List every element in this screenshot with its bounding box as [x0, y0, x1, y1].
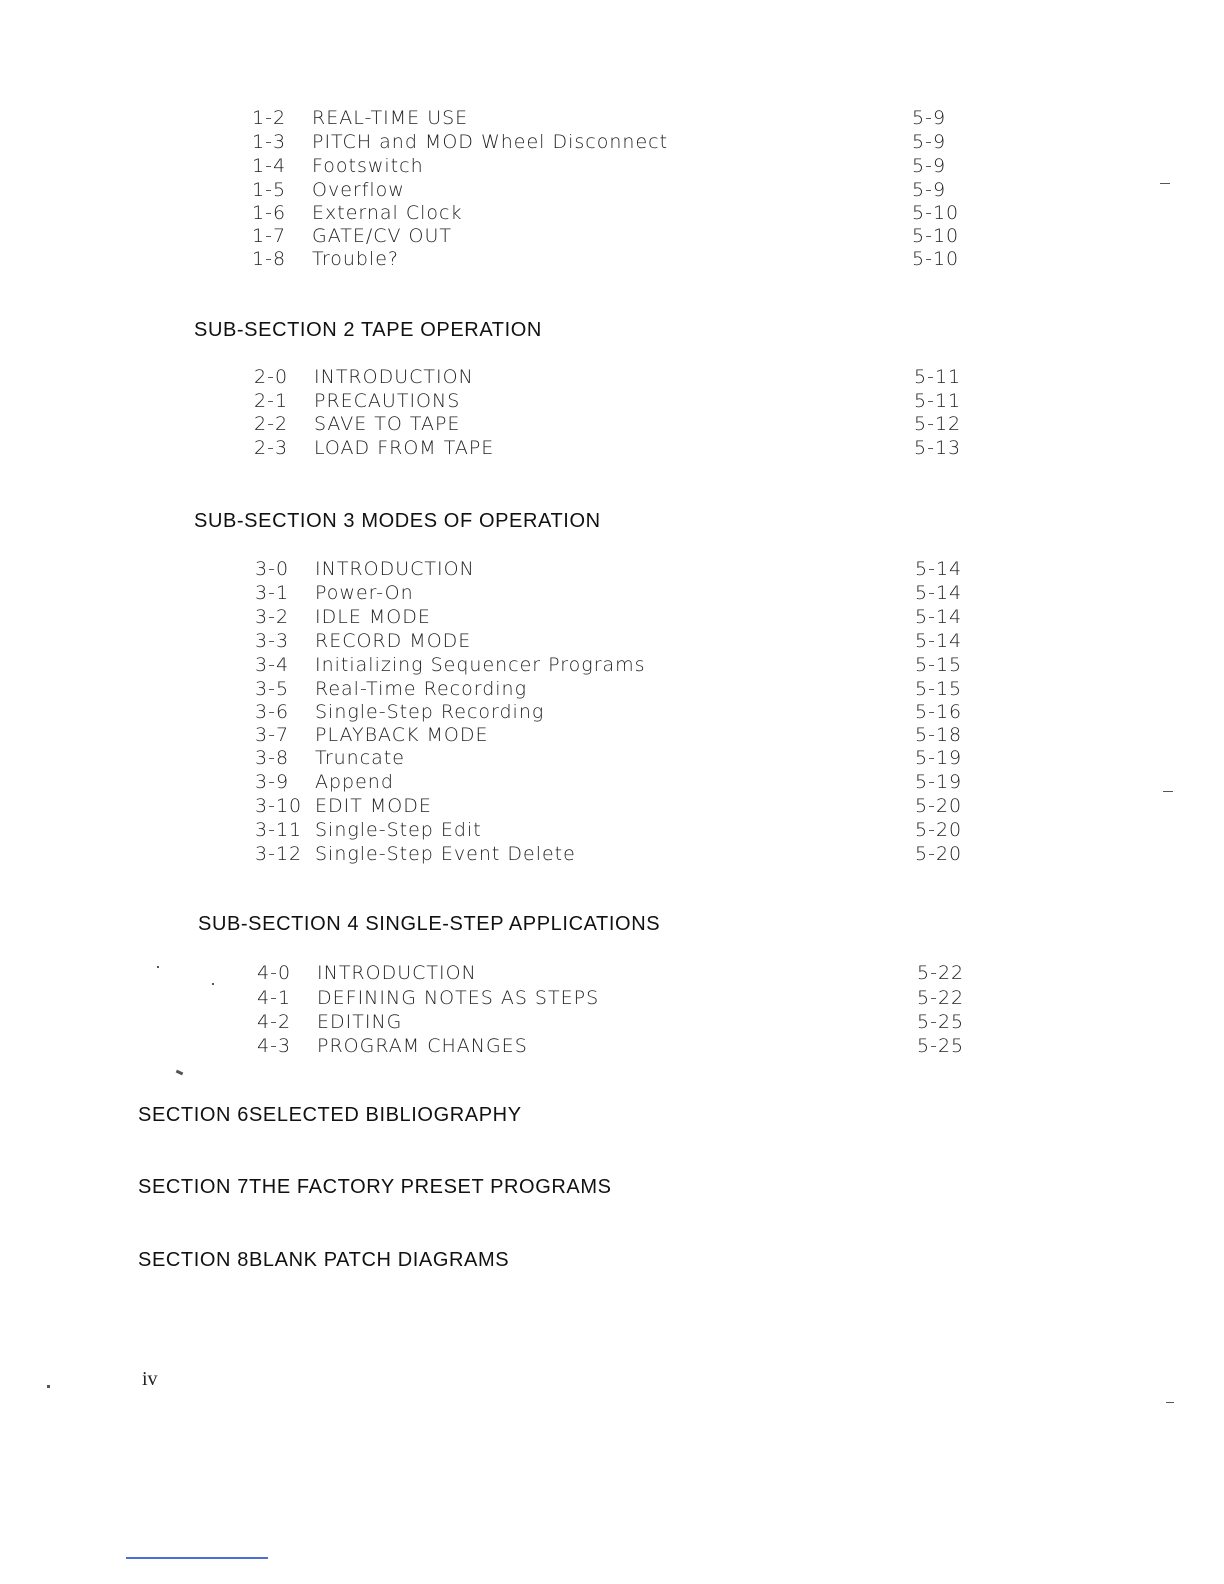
entry-title: Initializing Sequencer Programs [315, 654, 646, 676]
scan-mark [157, 966, 159, 968]
scan-mark [1163, 791, 1173, 792]
entry-number: 3-9 [255, 771, 290, 793]
entry-number: 3-4 [255, 654, 290, 676]
toc-entry [252, 224, 962, 248]
entry-number: 2-1 [254, 390, 289, 412]
entry-number: 1-8 [252, 248, 287, 270]
entry-number: 3-3 [255, 630, 290, 652]
entry-number: 3-8 [255, 747, 290, 769]
toc-entry [255, 794, 965, 818]
entry-number: 3-10 [255, 795, 303, 817]
entry-title: INTRODUCTION [315, 558, 475, 580]
entry-page: 5-25 [917, 1011, 965, 1033]
entry-title: Single-Step Event Delete [315, 843, 576, 865]
entry-title: Trouble? [312, 248, 399, 270]
entry-number: 3-2 [255, 606, 290, 628]
toc-entry [254, 412, 964, 436]
entry-title: PITCH and MOD Wheel Disconnect [312, 131, 669, 153]
toc-entry [255, 700, 965, 724]
entry-title: DEFINING NOTES AS STEPS [317, 987, 600, 1009]
entry-number: 1-6 [252, 202, 287, 224]
entry-page: 5-16 [915, 701, 963, 723]
entry-title: PLAYBACK MODE [315, 724, 489, 746]
entry-title: Truncate [315, 747, 405, 769]
entry-page: 5-15 [915, 678, 963, 700]
entry-page: 5-11 [914, 366, 962, 388]
entry-number: 4-3 [257, 1035, 292, 1057]
entry-title: IDLE MODE [315, 606, 431, 628]
entry-title: Single-Step Recording [315, 701, 545, 723]
entry-page: 5-15 [915, 654, 963, 676]
scan-mark [47, 1385, 50, 1388]
scan-mark [176, 1070, 184, 1076]
entry-number: 1-2 [252, 107, 287, 129]
toc-entry [255, 746, 965, 770]
entry-number: 1-4 [252, 155, 287, 177]
entry-number: 4-1 [257, 987, 292, 1009]
entry-title: Footswitch [312, 155, 424, 177]
entry-page: 5-18 [915, 724, 963, 746]
entry-page: 5-11 [914, 390, 962, 412]
entry-number: 3-5 [255, 678, 290, 700]
entry-page: 5-10 [912, 248, 960, 270]
entry-title: Append [315, 771, 394, 793]
entry-number: 3-1 [255, 582, 290, 604]
footer-rule [126, 1557, 268, 1559]
section-7-heading: SECTION 7THE FACTORY PRESET PROGRAMS [138, 1176, 612, 1198]
entry-number: 3-7 [255, 724, 290, 746]
subsection-3-heading: SUB-SECTION 3 MODES OF OPERATION [194, 510, 601, 532]
entry-page: 5-22 [917, 962, 965, 984]
entry-title: EDIT MODE [315, 795, 432, 817]
entry-number: 3-0 [255, 558, 290, 580]
entry-page: 5-9 [912, 155, 947, 177]
entry-title: EDITING [317, 1011, 403, 1033]
entry-page: 5-9 [912, 179, 947, 201]
entry-page: 5-20 [915, 843, 963, 865]
entry-title: Single-Step Edit [315, 819, 482, 841]
entry-page: 5-14 [915, 582, 963, 604]
entry-page: 5-22 [917, 987, 965, 1009]
entry-page: 5-20 [915, 819, 963, 841]
toc-entry [255, 653, 965, 677]
page-folio: iv [142, 1368, 158, 1390]
entry-title: PROGRAM CHANGES [317, 1035, 528, 1057]
entry-title: INTRODUCTION [317, 962, 477, 984]
scan-mark [212, 983, 214, 985]
entry-page: 5-12 [914, 413, 962, 435]
entry-title: Power-On [315, 582, 414, 604]
entry-number: 3-12 [255, 843, 303, 865]
entry-number: 3-11 [255, 819, 303, 841]
toc-entry [254, 436, 964, 460]
entry-page: 5-9 [912, 131, 947, 153]
scan-mark [1166, 1402, 1174, 1403]
entry-number: 2-2 [254, 413, 289, 435]
toc-entry [252, 178, 962, 202]
section-8-heading: SECTION 8BLANK PATCH DIAGRAMS [138, 1249, 510, 1271]
entry-page: 5-19 [915, 771, 963, 793]
toc-entry [255, 818, 965, 842]
toc-entry [257, 1010, 967, 1034]
entry-title: RECORD MODE [315, 630, 472, 652]
toc-entry [255, 677, 965, 701]
toc-entry [252, 201, 962, 225]
toc-entry [255, 557, 965, 581]
entry-page: 5-14 [915, 606, 963, 628]
toc-entry [254, 389, 964, 413]
entry-page: 5-25 [917, 1035, 965, 1057]
scan-mark [1160, 183, 1170, 184]
toc-entry [257, 961, 967, 985]
entry-page: 5-19 [915, 747, 963, 769]
entry-page: 5-14 [915, 558, 963, 580]
entry-page: 5-20 [915, 795, 963, 817]
entry-title: Real-Time Recording [315, 678, 527, 700]
toc-entry [255, 770, 965, 794]
toc-entry [255, 723, 965, 747]
entry-title: External Clock [312, 202, 463, 224]
toc-entry [257, 1034, 967, 1058]
entry-title: LOAD FROM TAPE [314, 437, 495, 459]
section-6-heading: SECTION 6SELECTED BIBLIOGRAPHY [138, 1104, 522, 1126]
entry-number: 3-6 [255, 701, 290, 723]
entry-page: 5-10 [912, 202, 960, 224]
entry-page: 5-14 [915, 630, 963, 652]
entry-title: PRECAUTIONS [314, 390, 461, 412]
toc-entry [255, 605, 965, 629]
subsection-4-heading: SUB-SECTION 4 SINGLE-STEP APPLICATIONS [198, 913, 661, 935]
toc-entry [255, 629, 965, 653]
toc-entry [252, 106, 962, 130]
toc-entry [255, 842, 965, 866]
entry-title: REAL-TIME USE [312, 107, 469, 129]
entry-page: 5-9 [912, 107, 947, 129]
entry-number: 1-5 [252, 179, 287, 201]
entry-number: 2-3 [254, 437, 289, 459]
toc-entry [257, 986, 967, 1010]
toc-entry [252, 154, 962, 178]
entry-number: 1-3 [252, 131, 287, 153]
entry-number: 2-0 [254, 366, 289, 388]
entry-title: INTRODUCTION [314, 366, 474, 388]
toc-entry [255, 581, 965, 605]
subsection-2-heading: SUB-SECTION 2 TAPE OPERATION [194, 319, 542, 341]
entry-title: GATE/CV OUT [312, 225, 453, 247]
toc-entry [252, 247, 962, 271]
entry-number: 1-7 [252, 225, 287, 247]
toc-entry [252, 130, 962, 154]
toc-entry [254, 365, 964, 389]
entry-number: 4-0 [257, 962, 292, 984]
entry-page: 5-10 [912, 225, 960, 247]
entry-title: Overflow [312, 179, 405, 201]
entry-page: 5-13 [914, 437, 962, 459]
entry-number: 4-2 [257, 1011, 292, 1033]
entry-title: SAVE TO TAPE [314, 413, 461, 435]
